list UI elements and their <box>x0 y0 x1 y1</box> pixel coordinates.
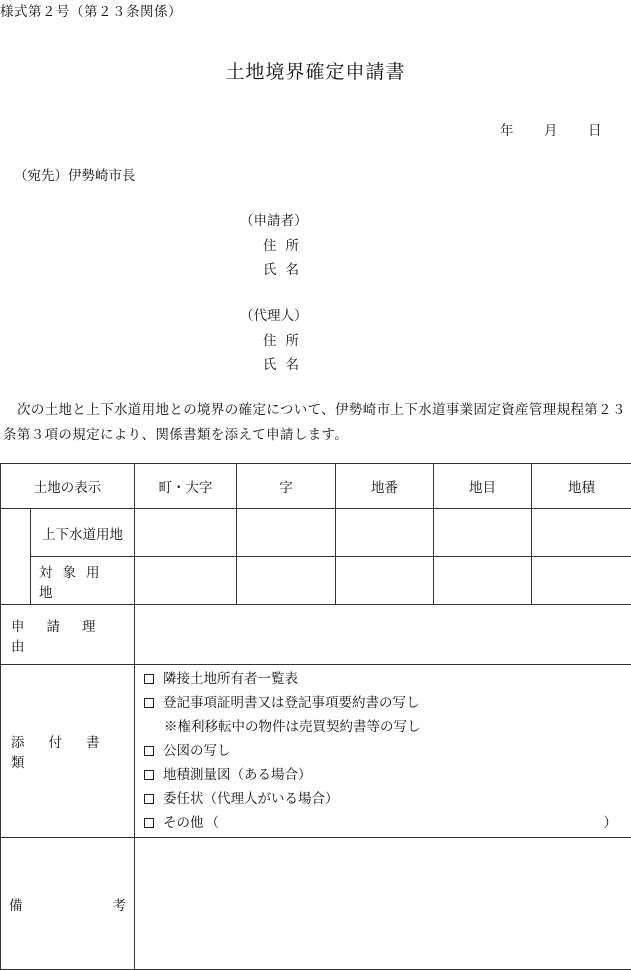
application-table <box>0 463 631 970</box>
attachment-power-of-attorney[interactable] <box>144 787 631 811</box>
land-row-waterworks <box>1 509 631 557</box>
application-statement: 次の土地と上下水道用地との境界の確定について、伊勢崎市上下水道事業固定資産管理規程第２３条第３項の規定により、関係書類を添えて申請します。 <box>3 398 630 448</box>
column-header-land-area: 地積 <box>532 464 631 509</box>
attachments-row <box>1 665 631 838</box>
target-town-field[interactable] <box>135 557 237 605</box>
land-header-row <box>1 464 631 509</box>
column-header-land-category: 地目 <box>434 464 532 509</box>
page-title: 土地境界確定申請書 <box>0 57 631 84</box>
agent-address-label: 住所 <box>263 329 308 349</box>
waterworks-town-field[interactable] <box>135 509 237 557</box>
column-header-lot-number: 地番 <box>336 464 434 509</box>
remarks-label: 備 考 <box>1 894 134 914</box>
waterworks-lot-number-field[interactable] <box>336 509 434 557</box>
attachment-label: 公図の写し <box>163 739 231 763</box>
agent-name-label: 氏名 <box>263 353 308 373</box>
attachment-label: 委任状（代理人がいる場合） <box>163 787 339 811</box>
reason-label-cell <box>1 605 135 665</box>
attachments-label-cell <box>1 665 135 838</box>
target-aza-field[interactable] <box>237 557 336 605</box>
remarks-label-cell <box>1 838 135 970</box>
attachment-cadastral-map[interactable] <box>144 739 631 763</box>
applicant-heading: （申請者） <box>240 209 308 229</box>
applicant-address-label: 住所 <box>263 234 308 254</box>
other-paren-open: （ <box>206 811 220 835</box>
row-label-waterworks-land: 上下水道用地 <box>31 509 135 557</box>
target-land-area-field[interactable] <box>532 557 631 605</box>
reason-label: 申請理由 <box>1 615 134 655</box>
land-indent-cell <box>1 509 31 605</box>
land-row-target <box>1 557 631 605</box>
column-header-aza: 字 <box>237 464 336 509</box>
attachment-note-text: ※権利移転中の物件は売買契約書等の写し <box>164 715 421 739</box>
attachment-label: 隣接土地所有者一覧表 <box>163 667 298 691</box>
addressee: （宛先）伊勢崎市長 <box>14 164 136 184</box>
other-paren-close: ） <box>604 811 618 835</box>
date-year-label: 年 <box>500 119 514 139</box>
attachment-note <box>144 715 631 739</box>
applicant-name-label: 氏名 <box>263 258 308 278</box>
checkbox-icon[interactable] <box>144 794 154 804</box>
checkbox-icon[interactable] <box>144 746 154 756</box>
column-header-town: 町・大字 <box>135 464 237 509</box>
checkbox-icon[interactable] <box>144 770 154 780</box>
attachment-neighbor-list[interactable] <box>144 667 631 691</box>
reason-row <box>1 605 631 665</box>
attachment-other[interactable] <box>144 811 631 835</box>
attachment-label: 登記事項証明書又は登記事項要約書の写し <box>163 691 420 715</box>
land-display-label: 土地の表示 <box>1 464 135 509</box>
agent-heading: （代理人） <box>240 304 308 324</box>
remarks-field[interactable] <box>135 838 631 970</box>
row-label-target-land <box>31 557 135 605</box>
waterworks-aza-field[interactable] <box>237 509 336 557</box>
date-day-label: 日 <box>588 119 602 139</box>
target-land-label: 対象用地 <box>31 561 134 601</box>
target-land-category-field[interactable] <box>434 557 532 605</box>
attachment-label: その他 <box>163 811 204 835</box>
attachment-label: 地積測量図（ある場合） <box>163 763 312 787</box>
date-month-label: 月 <box>544 119 558 139</box>
checkbox-icon[interactable] <box>144 674 154 684</box>
attachment-registry-certificate[interactable] <box>144 691 631 715</box>
attachments-list <box>135 665 631 838</box>
reason-field[interactable] <box>135 605 631 665</box>
checkbox-icon[interactable] <box>144 818 154 828</box>
form-number: 様式第２号（第２３条関係） <box>0 0 182 20</box>
remarks-row <box>1 838 631 970</box>
waterworks-land-area-field[interactable] <box>532 509 631 557</box>
checkbox-icon[interactable] <box>144 698 154 708</box>
attachments-label: 添付書類 <box>1 731 134 771</box>
waterworks-land-category-field[interactable] <box>434 509 532 557</box>
attachment-survey-map[interactable] <box>144 763 631 787</box>
target-lot-number-field[interactable] <box>336 557 434 605</box>
